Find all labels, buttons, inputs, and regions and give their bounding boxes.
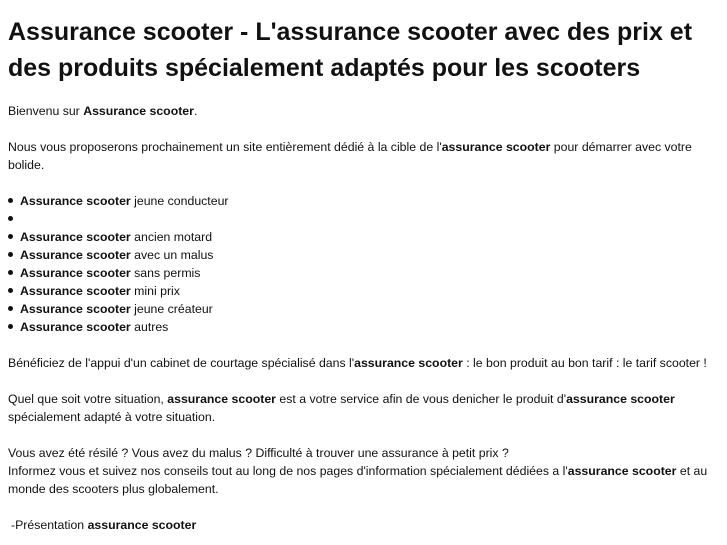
list-item-text: sans permis xyxy=(130,266,201,280)
presentation-text: -Présentation xyxy=(11,518,88,532)
list-item-text: ancien motard xyxy=(130,230,213,244)
brokerage-paragraph xyxy=(8,354,719,372)
bullet-icon xyxy=(8,216,13,221)
offer-list xyxy=(8,192,719,336)
list-item xyxy=(8,228,719,246)
page-title: Assurance scooter - L'assurance scooter avec des prix et des produits spécialement adaptés pour les scooters xyxy=(8,18,693,82)
bullet-icon xyxy=(8,252,13,257)
list-item xyxy=(8,300,719,318)
presentation-link[interactable] xyxy=(8,516,719,534)
intro-paragraph xyxy=(8,102,719,120)
bullet-icon xyxy=(8,270,13,275)
situation-paragraph xyxy=(8,390,719,426)
intro-keyword: Assurance scooter xyxy=(83,104,194,118)
bullet-icon xyxy=(8,198,13,203)
advice-keyword: assurance scooter xyxy=(567,464,677,478)
list-item xyxy=(8,282,719,300)
situation-text-end: spécialement adapté à votre situation. xyxy=(8,410,216,424)
description-keyword: assurance scooter xyxy=(441,140,551,154)
situation-keyword-second: assurance scooter xyxy=(566,392,675,406)
advice-questions: Vous avez été résilé ? Vous avez du malus ? Difficulté à trouver une assurance à petit prix ? xyxy=(8,446,509,460)
description-paragraph xyxy=(8,138,719,174)
list-item xyxy=(8,210,719,228)
intro-period: . xyxy=(193,104,198,118)
list-item-keyword: Assurance scooter xyxy=(20,284,131,298)
list-item-text: jeune conducteur xyxy=(130,194,229,208)
situation-text-middle: est a votre service afin de vous denicher le produit d' xyxy=(275,392,567,406)
bullet-icon xyxy=(8,324,13,329)
list-item-keyword: Assurance scooter xyxy=(20,320,131,334)
advice-text-end: et au monde des scooters plus globalement. xyxy=(8,464,708,496)
description-text: Nous vous proposerons prochainement un site entièrement dédié à la cible de l' xyxy=(8,140,442,154)
situation-text: Quel que soit votre situation, xyxy=(8,392,168,406)
list-item-text: mini prix xyxy=(130,284,180,298)
list-item xyxy=(8,318,719,336)
situation-keyword: assurance scooter xyxy=(167,392,276,406)
bullet-icon xyxy=(8,234,13,239)
list-item-keyword: Assurance scooter xyxy=(20,230,131,244)
description-text-end: pour démarrer avec votre bolide. xyxy=(8,140,692,172)
list-item-keyword: Assurance scooter xyxy=(20,248,131,262)
bullet-icon xyxy=(8,306,13,311)
list-item xyxy=(8,246,719,264)
brokerage-text-end: : le bon produit au bon tarif : le tarif scooter ! xyxy=(462,356,707,370)
list-item-text: autres xyxy=(130,320,169,334)
list-item-text: jeune créateur xyxy=(130,302,213,316)
list-item-keyword: Assurance scooter xyxy=(20,266,131,280)
advice-paragraph xyxy=(8,444,719,498)
intro-text: Bienvenu sur xyxy=(8,104,84,118)
list-item-keyword: Assurance scooter xyxy=(20,194,131,208)
list-item xyxy=(8,264,719,282)
presentation-keyword: assurance scooter xyxy=(87,518,197,532)
advice-text: Informez vous et suivez nos conseils tout au long de nos pages d'information spécialement dédiées a l' xyxy=(8,464,568,478)
brokerage-keyword: assurance scooter xyxy=(354,356,463,370)
list-item-text: avec un malus xyxy=(130,248,214,262)
list-item xyxy=(8,192,719,210)
bullet-icon xyxy=(8,288,13,293)
brokerage-text: Bénéficiez de l'appui d'un cabinet de courtage spécialisé dans l' xyxy=(8,356,355,370)
list-item-keyword: Assurance scooter xyxy=(20,302,131,316)
